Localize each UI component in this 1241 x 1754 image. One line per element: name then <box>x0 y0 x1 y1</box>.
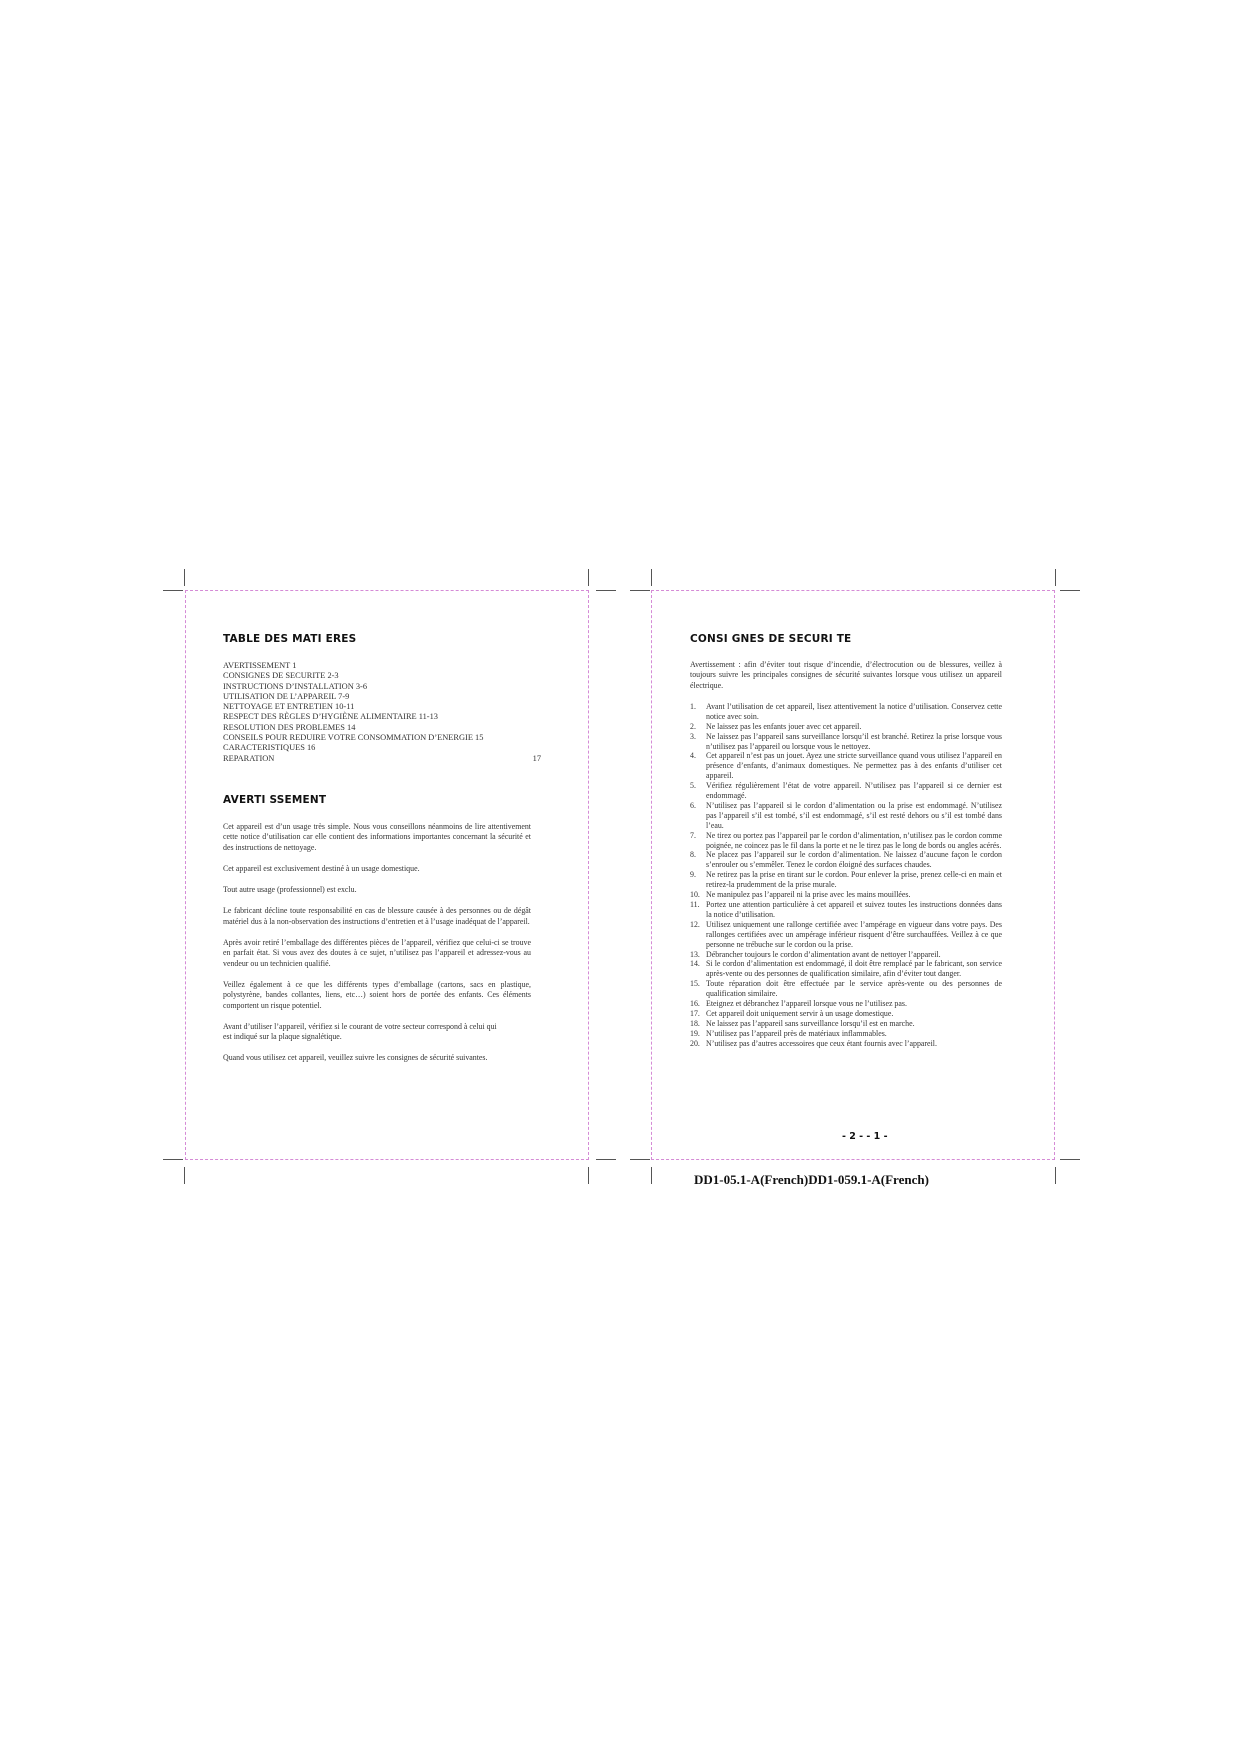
list-item: 13. Débrancher toujours le cordon d’alimentation avant de nettoyer l’appareil. <box>690 949 941 959</box>
toc-title: TABLE DES MATI ERES <box>223 633 357 645</box>
crop-mark <box>588 1167 589 1184</box>
list-item: 15. Toute réparation doit être effectuée par le service après-vente ou des personnes de qualification similaire. <box>690 979 1002 999</box>
table-of-contents <box>223 661 541 764</box>
toc-item[interactable]: CONSIGNES DE SECURITE 2-3 <box>223 671 339 681</box>
list-item: 6. N’utilisez pas l’appareil si le cordon d’alimentation ou la prise est endommagé. N’utilisez pas l’appareil s’il est tombé, s’il est endommagé, s’il est resté dehors ou s’il est tombé dans l’eau. <box>690 800 1002 830</box>
crop-mark <box>651 569 652 586</box>
crop-mark <box>1060 590 1080 591</box>
list-item: 5. Vérifiez régulièrement l’état de votre appareil. N’utilisez pas l’appareil si ce dernier est endommagé. <box>690 781 1002 801</box>
warning-paragraph: Cet appareil est d’un usage très simple. Nous vous conseillons néanmoins de lire attentivement cette notice d’utilisation car elle contient des informations importantes concernant la sécurité et des instructions de nettoyage. <box>223 821 531 852</box>
list-item: 17. Cet appareil doit uniquement servir à un usage domestique. <box>690 1008 894 1018</box>
toc-item[interactable]: CONSEILS POUR REDUIRE VOTRE CONSOMMATION D’ENERGIE 15 <box>223 733 484 743</box>
crop-mark <box>163 1159 183 1160</box>
list-item: 12. Utilisez uniquement une rallonge certifiée avec l’ampérage en vigueur dans votre pays. Des rallonges certifiées avec un ampérage inférieur risquent d’être surchauffées. Veillez à ce que personne ne trébuche sur le cordon ou la prise. <box>690 919 1002 949</box>
list-item: 18. Ne laissez pas l’appareil sans surveillance lorsqu’il est en marche. <box>690 1018 915 1028</box>
crop-mark <box>1055 569 1056 586</box>
list-item: 8. Ne placez pas l’appareil sur le cordon d’alimentation. Ne laissez d’aucune façon le cordon s’enrouler ou s’emmêler. Tenez le cordon éloigné des surfaces chaudes. <box>690 850 1002 870</box>
list-item: 2. Ne laissez pas les enfants jouer avec cet appareil. <box>690 721 862 731</box>
toc-item[interactable]: RESOLUTION DES PROBLEMES 14 <box>223 722 356 732</box>
list-item: 1. Avant l’utilisation de cet appareil, lisez attentivement la notice d’utilisation. Conservez cette notice avec soin. <box>690 701 1002 721</box>
safety-title: CONSI GNES DE SECURI TE <box>690 633 852 645</box>
list-item: 11. Portez une attention particulière à cet appareil et suivez toutes les instructions données dans la notice d’utilisation. <box>690 900 1002 919</box>
list-item: 16. Eteignez et débranchez l’appareil lorsque vous ne l’utilisez pas. <box>690 999 907 1009</box>
toc-item[interactable]: NETTOYAGE ET ENTRETIEN 10-11 <box>223 702 355 712</box>
warning-paragraph: Après avoir retiré l’emballage des différentes pièces de l’appareil, vérifiez que celui-ci se trouve en parfait état. Si vous avez des doutes à ce sujet, n’utilisez pas l’appareil et adressez-vous au vendeur ou un technicien qualifié. <box>223 938 531 968</box>
toc-item[interactable]: INSTRUCTIONS D’INSTALLATION 3-6 <box>223 681 368 691</box>
document-code: DD1-05.1-A(French)DD1-059.1-A(French) <box>694 1172 929 1187</box>
warning-paragraph: Quand vous utilisez cet appareil, veuillez suivre les consignes de sécurité suivantes. <box>223 1053 488 1063</box>
list-item: 9. Ne retirez pas la prise en tirant sur le cordon. Pour enlever la prise, prenez celle-ci en main et retirez-la prudemment de la prise murale. <box>690 870 1002 890</box>
list-item: 4. Cet appareil n’est pas un jouet. Ayez une stricte surveillance quand vous utilisez l’appareil en présence d’enfants, d’animaux domestiques. Ne permettez pas à des enfants d’utiliser cet appareil. <box>690 751 1002 781</box>
warning-paragraph: Cet appareil est exclusivement destiné à un usage domestique. <box>223 863 420 873</box>
list-item: 10. Ne manipulez pas l’appareil ni la prise avec les mains mouillées. <box>690 890 911 900</box>
safety-intro: Avertissement : afin d’éviter tout risque d’incendie, d’électrocution ou de blessures, veillez à toujours suivre les principales consignes de sécurité suivantes lorsque vous utilisez un appareil électrique. <box>690 660 1002 690</box>
list-item: 14. Si le cordon d’alimentation est endommagé, il doit être remplacé par le fabricant, son service après-vente ou des personnes de qualification similaire, afin d’éviter tout danger. <box>690 959 1002 979</box>
right-page <box>690 633 1002 1049</box>
list-item: 20. N’utilisez pas d’autres accessoires que ceux étant fournis avec l’appareil. <box>690 1038 937 1048</box>
list-item: 19. N’utilisez pas l’appareil près de matériaux inflammables. <box>690 1028 887 1038</box>
toc-item[interactable]: UTILISATION DE L’APPAREIL 7-9 <box>223 691 350 701</box>
crop-mark <box>163 590 183 591</box>
crop-mark <box>588 569 589 586</box>
crop-mark <box>596 590 616 591</box>
toc-item[interactable]: AVERTISSEMENT 1 <box>223 661 297 670</box>
crop-mark <box>1060 1159 1080 1160</box>
safety-list <box>690 702 1002 1049</box>
warning-title: AVERTI SSEMENT <box>223 793 327 806</box>
crop-mark <box>596 1159 616 1160</box>
crop-mark <box>630 1159 650 1160</box>
toc-item[interactable]: RESPECT DES RÈGLES D’HYGIÈNE ALIMENTAIRE 11-13 <box>223 712 438 722</box>
crop-mark <box>184 1167 185 1184</box>
warning-paragraph: Veillez également à ce que les différents types d’emballage (cartons, sacs en plastique, polystyrène, bandes collantes, liens, etc…) soient hors de portée des enfants. Ces éléments comportent un risque potentiel. <box>223 979 531 1010</box>
warning-paragraph: Avant d’utiliser l’appareil, vérifiez si le courant de votre secteur correspond à celui qui est indiqué sur la plaque signalétique. <box>223 1021 497 1042</box>
crop-mark <box>630 590 650 591</box>
warning-paragraph: Le fabricant décline toute responsabilité en cas de blessure causée à des personnes ou de dégât matériel dus à la non-observation des instructions d’entretien et à l’usage inadéquat de l’appareil. <box>223 906 531 926</box>
crop-mark <box>1055 1167 1056 1184</box>
warning-body <box>223 822 531 1064</box>
left-page <box>223 633 541 1064</box>
crop-mark <box>651 1167 652 1184</box>
crop-mark <box>184 569 185 586</box>
list-item: 7. Ne tirez ou portez pas l’appareil par le cordon d’alimentation, n’utilisez pas le cordon comme poignée, ne coincez pas le fil dans la porte et ne le tirez pas le long de bords ou angles acérés. <box>690 830 1002 850</box>
warning-paragraph: Tout autre usage (professionnel) est exclu. <box>223 885 357 895</box>
toc-item[interactable]: REPARATION 17 <box>223 753 541 763</box>
page-numbers: - 2 - - 1 - <box>842 1131 888 1142</box>
toc-item[interactable]: CARACTERISTIQUES 16 <box>223 743 316 753</box>
list-item: 3. Ne laissez pas l’appareil sans surveillance lorsqu’il est branché. Retirez la prise lorsque vous n’utilisez pas l’appareil ou lorsque vous le nettoyez. <box>690 731 1002 751</box>
